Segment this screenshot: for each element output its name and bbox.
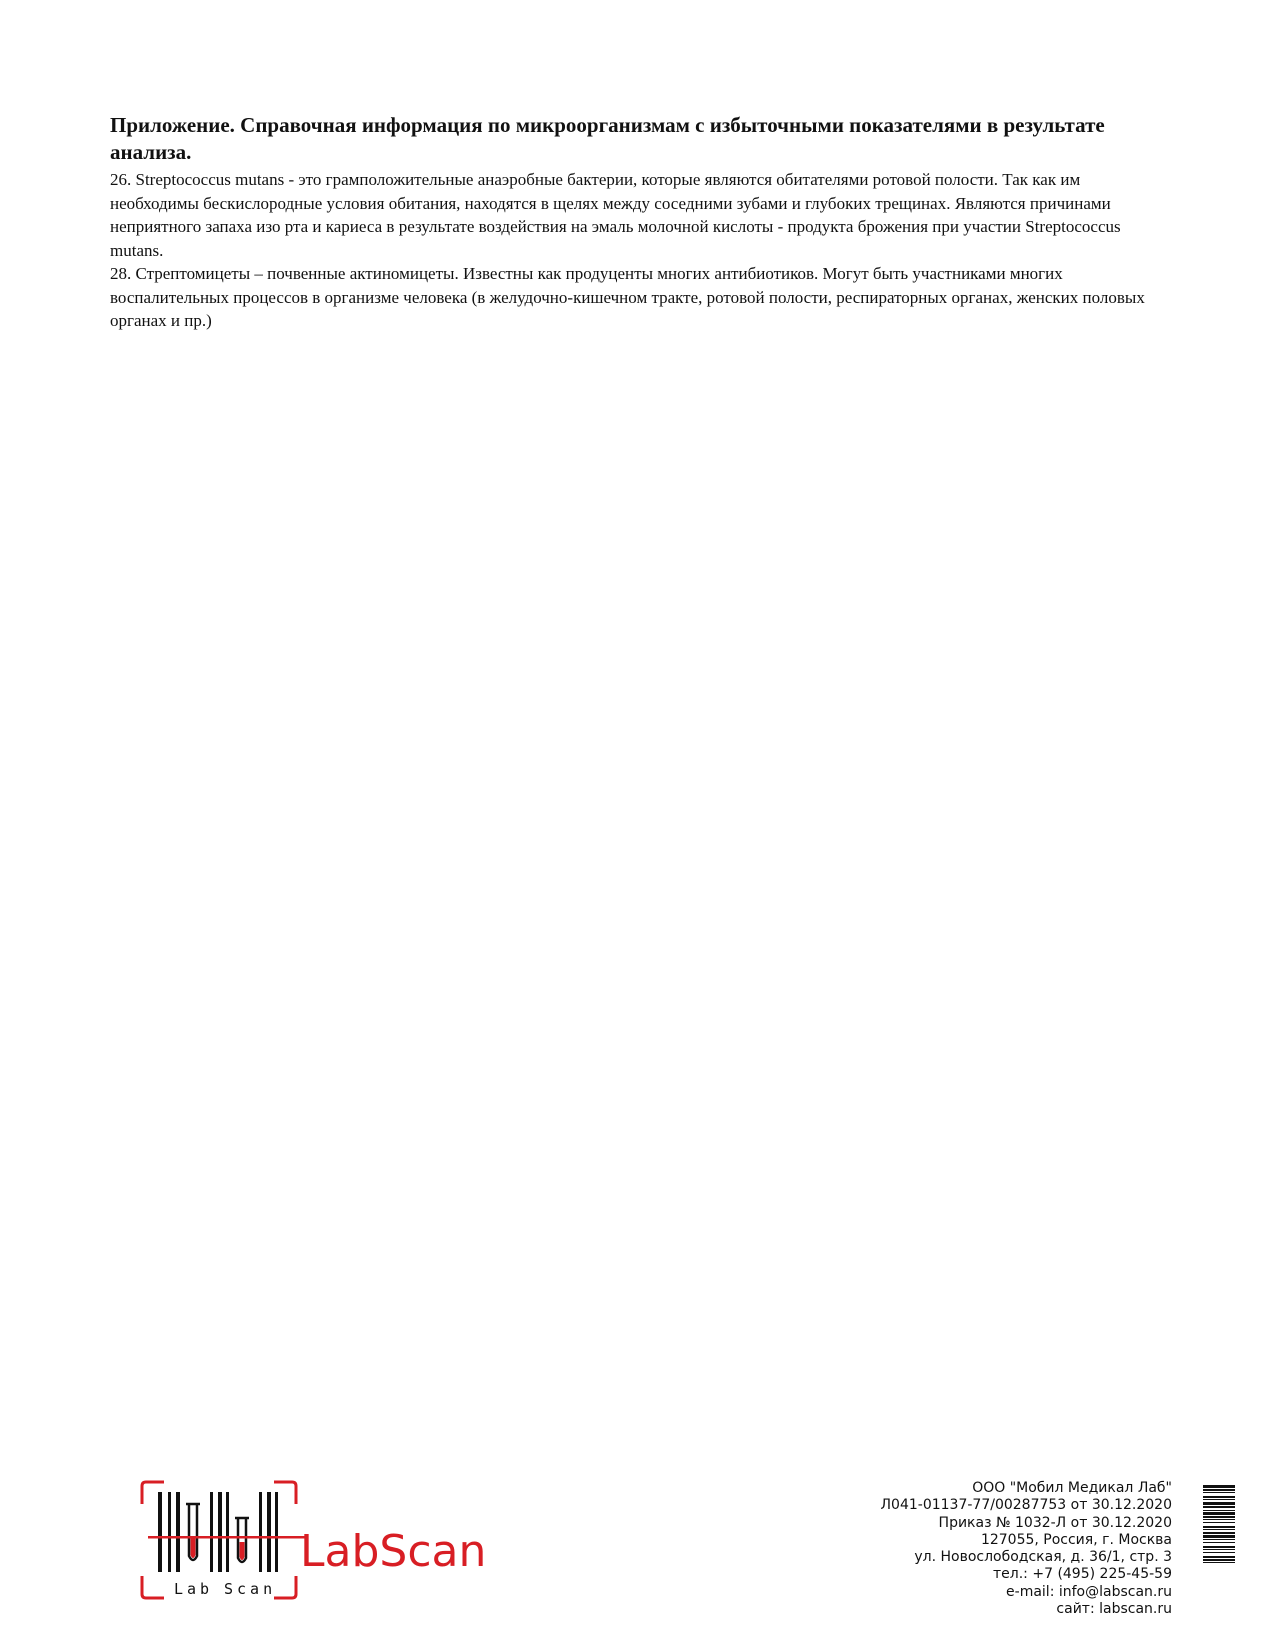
paragraph-streptococcus-mutans: 26. Streptococcus mutans - это грамположительные анаэробные бактерии, которые являются обитателями ротовой полости. Так как им необходимы бескислородные условия обитания, находятся в щелях между соседними зубами и глубоких трещинах. Являются причинами неприятного запаха изо рта и кариеса в результате воздействия на эмаль молочной кислоты - продукта брожения при участии Streptococcus mutans. [110,170,1121,260]
address-line: e-mail: info@labscan.ru [1006,1583,1172,1600]
address-line: Л041-01137-77/00287753 от 30.12.2020 [880,1497,1172,1514]
barcode-icon [1203,1485,1235,1613]
address-line: сайт: labscan.ru [1056,1601,1172,1618]
appendix-heading: Приложение. Справочная информация по микроорганизмам с избыточными показателями в результате анализа. [110,113,1105,164]
address-line: 127055, Россия, г. Москва [980,1531,1172,1548]
logo-wordmark: LabScan [300,1526,487,1577]
logo-small-lab: Lab [174,1580,214,1598]
address-line: ул. Новослободская, д. 36/1, стр. 3 [914,1549,1172,1566]
labscan-logo-icon [138,1478,518,1603]
address-line: тел.: +7 (495) 225-45-59 [993,1566,1172,1583]
address-line: ООО "Мобил Медикал Лаб" [972,1480,1172,1496]
company-address-block [881,1480,1172,1618]
logo-small-scan: Scan [224,1580,277,1598]
paragraph-streptomyces: 28. Стрептомицеты – почвенные актиномицеты. Известны как продуценты многих антибиотиков. Могут быть участниками многих воспалительных процессов в организме человека (в желудочно-кишечном тракте, ротовой полости, респираторных органах, женских половых органах и пр.) [110,264,1145,330]
labscan-logo [138,1478,518,1603]
address-line: Приказ № 1032-Л от 30.12.2020 [938,1514,1172,1531]
appendix-section [110,112,1170,333]
